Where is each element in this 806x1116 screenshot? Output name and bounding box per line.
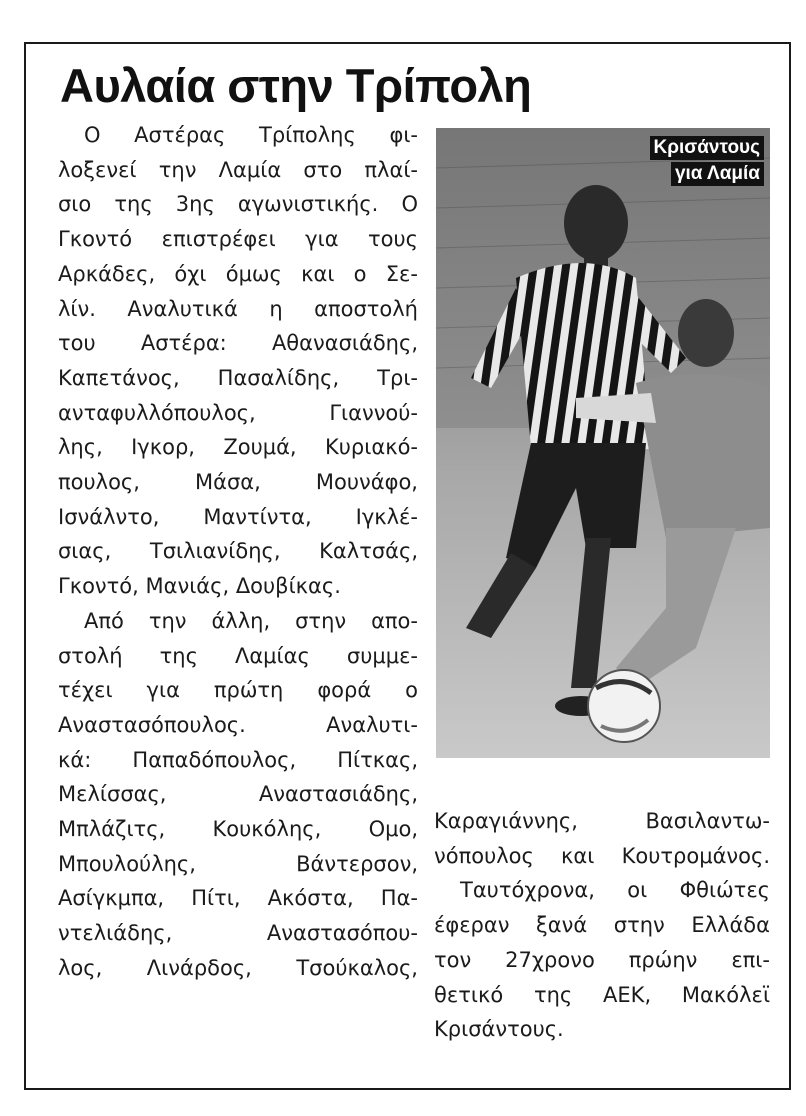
text-line: Γκοντό επιστρέφει για τους <box>58 227 418 252</box>
text-line: Γκοντό, Μανιάς, Δουβίκας. <box>58 574 341 599</box>
photo-caption <box>650 136 765 188</box>
text-line: Μπουλούλης, Βάντερσον, <box>58 851 418 876</box>
paragraph-1 <box>58 118 418 604</box>
text-line: Ισνάλντο, Μαντίντα, Ιγκλέ- <box>58 504 418 529</box>
article-frame <box>24 42 791 1090</box>
headline: Αυλαία στην Τρίπολη <box>60 59 532 112</box>
text-line: Ο Αστέρας Τρίπολης φι- <box>84 123 418 147</box>
paragraph-2-continued <box>434 804 770 1047</box>
text-line: Ταυτόχρονα, οι Φθιώτες <box>460 878 770 903</box>
text-line: του Αστέρα: Αθανασιάδης, <box>58 331 418 356</box>
text-line: θετικό της ΑΕΚ, Μακόλεϊ <box>434 982 770 1007</box>
text-line: στολή της Λαμίας συμμε- <box>58 643 418 668</box>
text-line: λοξενεί την Λαμία στο πλαί- <box>58 157 418 182</box>
paragraph-2 <box>58 604 418 986</box>
caption-line: για Λαμία <box>671 162 764 186</box>
text-line: Αναστασόπουλος. Αναλυτι- <box>58 712 418 737</box>
right-column <box>434 804 770 1047</box>
caption-line: Κρισάντους <box>650 136 765 160</box>
text-line: τέχει για πρώτη φορά ο <box>58 678 418 703</box>
text-line: πουλος, Μάσα, Μουνάφο, <box>58 470 418 495</box>
text-line: σιας, Τσιλιανίδης, Καλτσάς, <box>58 539 418 564</box>
text-line: λίν. Αναλυτικά η αποστολή <box>58 296 418 321</box>
text-line: Ασίγκμπα, Πίτι, Ακόστα, Πα- <box>58 886 418 911</box>
text-line: λης, Ιγκορ, Ζουμά, Κυριακό- <box>58 435 418 460</box>
text-line: Καπετάνος, Πασαλίδης, Τρι- <box>58 365 418 390</box>
article-photo <box>436 128 770 758</box>
text-line: ντελιάδης, Αναστασόπου- <box>58 921 418 946</box>
text-line: λος, Λινάρδος, Τσούκαλος, <box>58 955 418 980</box>
text-line: ανταφυλλόπουλος, Γιαννού- <box>58 400 418 425</box>
text-line: νόπουλος και Κουτρομάνος. <box>434 843 770 868</box>
text-line: Καραγιάννης, Βασιλαντω- <box>434 809 770 833</box>
text-line: Από την άλλη, στην απο- <box>84 608 418 633</box>
text-line: Κρισάντους. <box>434 1017 564 1042</box>
text-line: Αρκάδες, όχι όμως και ο Σε- <box>58 261 418 286</box>
text-line: Μελίσσας, Αναστασιάδης, <box>58 782 418 807</box>
text-line: σιο της 3ης αγωνιστικής. Ο <box>58 192 418 217</box>
football-players-photo <box>436 128 770 758</box>
text-line: κά: Παπαδόπουλος, Πίτκας, <box>58 747 418 772</box>
text-line: έφεραν ξανά στην Ελλάδα <box>434 913 770 938</box>
left-column <box>58 118 418 986</box>
text-line: τον 27χρονο πρώην επι- <box>434 947 770 972</box>
text-line: Μπλάζιτς, Κουκόλης, Ομο, <box>58 817 418 842</box>
